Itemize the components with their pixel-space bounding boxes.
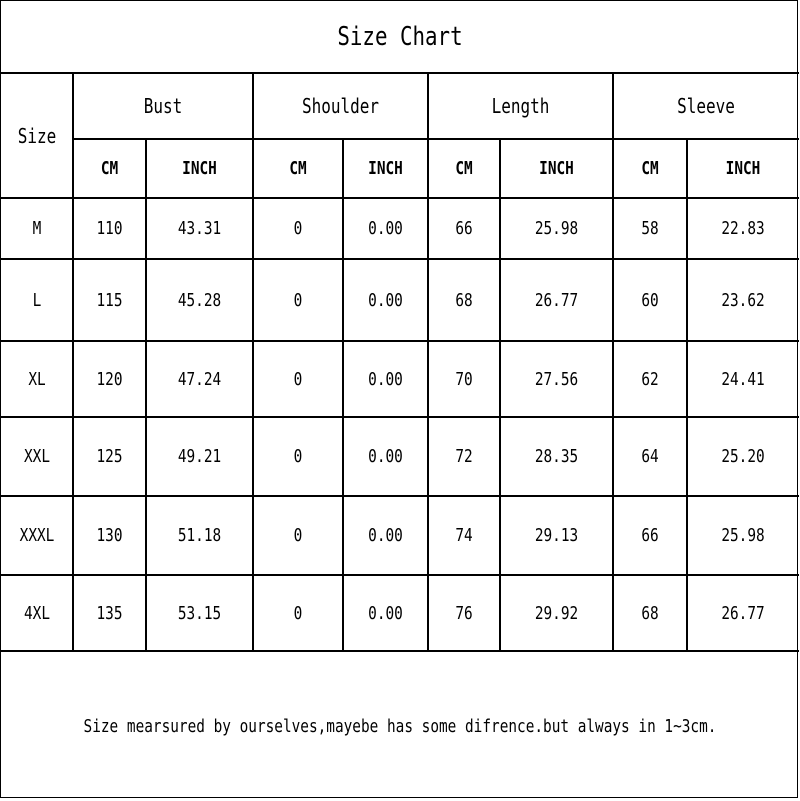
- size-label: M: [32, 218, 42, 239]
- unit-header-cm: CM: [100, 158, 119, 179]
- table-cell: 43.31: [177, 218, 222, 239]
- table-cell: 0: [293, 289, 303, 311]
- size-label: L: [32, 289, 42, 311]
- grid-line: [612, 73, 614, 651]
- grid-line: [252, 73, 254, 651]
- group-header-length: Length: [491, 94, 550, 118]
- grid-line: [499, 139, 501, 651]
- grid-line: [1, 258, 799, 260]
- table-cell: 0: [293, 525, 303, 546]
- grid-line: [427, 73, 429, 651]
- table-cell: 0.00: [368, 602, 403, 624]
- unit-header-cm: CM: [455, 158, 473, 179]
- table-cell: 135: [96, 602, 123, 624]
- grid-line: [1, 495, 799, 497]
- table-cell: 26.77: [721, 602, 765, 624]
- table-cell: 0: [293, 368, 303, 390]
- table-cell: 64: [641, 446, 659, 467]
- table-cell: 0.00: [368, 446, 403, 467]
- table-cell: 125: [96, 446, 123, 467]
- table-cell: 25.20: [721, 446, 765, 467]
- unit-header-cm: CM: [641, 158, 659, 179]
- table-cell: 0: [293, 446, 303, 467]
- table-cell: 49.21: [177, 446, 222, 467]
- table-cell: 53.15: [177, 602, 222, 624]
- grid-line: [1, 340, 799, 342]
- unit-header-inch: INCH: [368, 158, 403, 179]
- chart-title: Size Chart: [337, 22, 463, 52]
- grid-line: [72, 73, 74, 651]
- table-cell: 74: [455, 525, 473, 546]
- group-header-bust: Bust: [143, 94, 183, 118]
- table-cell: 0.00: [368, 218, 403, 239]
- grid-line: [145, 139, 147, 651]
- grid-line: [686, 139, 688, 651]
- table-cell: 29.92: [534, 602, 579, 624]
- table-cell: 120: [96, 368, 123, 390]
- size-column-header: Size: [17, 123, 57, 148]
- table-cell: 0.00: [368, 368, 403, 390]
- table-cell: 27.56: [534, 368, 579, 390]
- table-cell: 68: [641, 602, 659, 624]
- table-cell: 47.24: [177, 368, 222, 390]
- table-cell: 25.98: [534, 218, 579, 239]
- grid-line: [342, 139, 344, 651]
- grid-line: [73, 138, 799, 140]
- grid-line: [1, 72, 799, 74]
- table-cell: 26.77: [534, 289, 579, 311]
- table-cell: 25.98: [721, 525, 765, 546]
- table-cell: 0.00: [368, 289, 403, 311]
- table-cell: 130: [96, 525, 123, 546]
- size-label: XXXL: [19, 525, 55, 546]
- table-cell: 24.41: [721, 368, 765, 390]
- table-cell: 76: [455, 602, 473, 624]
- group-header-sleeve: Sleeve: [677, 94, 735, 118]
- grid-line: [1, 650, 799, 652]
- unit-header-cm: CM: [289, 158, 307, 179]
- table-cell: 115: [96, 289, 123, 311]
- table-cell: 66: [455, 218, 473, 239]
- table-cell: 0.00: [368, 525, 403, 546]
- grid-line: [1, 197, 799, 199]
- table-cell: 70: [455, 368, 473, 390]
- group-header-shoulder: Shoulder: [301, 94, 380, 118]
- table-cell: 22.83: [721, 218, 765, 239]
- table-cell: 0: [293, 218, 303, 239]
- unit-header-inch: INCH: [182, 158, 217, 179]
- unit-header-inch: INCH: [725, 158, 761, 179]
- grid-line: [1, 574, 799, 576]
- table-cell: 110: [96, 218, 123, 239]
- table-cell: 60: [641, 289, 659, 311]
- table-cell: 66: [641, 525, 659, 546]
- measurement-note: Size mearsured by ourselves,mayebe has some difrence.but always in 1~3cm.: [83, 715, 717, 737]
- size-label: 4XL: [23, 602, 50, 624]
- table-cell: 51.18: [177, 525, 222, 546]
- table-cell: 68: [455, 289, 473, 311]
- table-cell: 72: [455, 446, 473, 467]
- table-cell: 0: [293, 602, 303, 624]
- table-cell: 28.35: [534, 446, 579, 467]
- table-cell: 23.62: [721, 289, 765, 311]
- unit-header-inch: INCH: [539, 158, 574, 179]
- grid-line: [1, 416, 799, 418]
- table-cell: 45.28: [177, 289, 222, 311]
- table-cell: 29.13: [534, 525, 579, 546]
- size-label: XL: [28, 368, 46, 390]
- table-cell: 58: [641, 218, 659, 239]
- size-label: XXL: [23, 446, 50, 467]
- table-cell: 62: [641, 368, 659, 390]
